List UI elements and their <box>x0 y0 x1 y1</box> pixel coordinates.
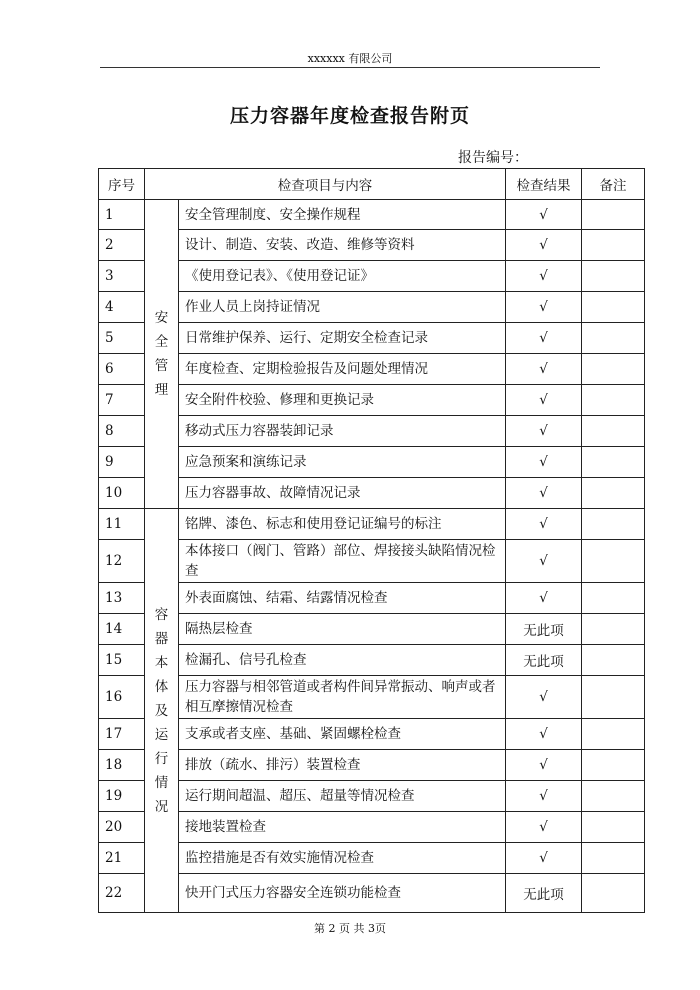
page-title: 压力容器年度检查报告附页 <box>229 105 470 127</box>
row-number: 3 <box>99 261 145 292</box>
table-header-row <box>99 169 645 200</box>
table-row <box>99 292 645 323</box>
check-result: √ <box>506 230 582 261</box>
check-result: 无此项 <box>506 874 582 913</box>
inspection-table <box>98 168 645 913</box>
row-number: 8 <box>99 416 145 447</box>
check-item: 支承或者支座、基础、紧固螺栓检查 <box>179 719 506 750</box>
table-row <box>99 676 645 719</box>
remark-cell <box>582 750 645 781</box>
check-result: √ <box>506 750 582 781</box>
remark-cell <box>582 416 645 447</box>
remark-cell <box>582 781 645 812</box>
table-row <box>99 540 645 583</box>
check-item: 检漏孔、信号孔检查 <box>179 645 506 676</box>
table-row <box>99 354 645 385</box>
check-item: 外表面腐蚀、结霜、结露情况检查 <box>179 583 506 614</box>
check-item: 接地装置检查 <box>179 812 506 843</box>
check-item: 移动式压力容器装卸记录 <box>179 416 506 447</box>
remark-cell <box>582 540 645 583</box>
check-result: √ <box>506 261 582 292</box>
table-row <box>99 261 645 292</box>
check-item: 设计、制造、安装、改造、维修等资料 <box>179 230 506 261</box>
check-result: √ <box>506 540 582 583</box>
remark-cell <box>582 874 645 913</box>
row-number: 17 <box>99 719 145 750</box>
column-header-no: 序号 <box>99 169 145 200</box>
row-number: 21 <box>99 843 145 874</box>
remark-cell <box>582 614 645 645</box>
company-header: xxxxxx 有限公司 <box>307 52 393 65</box>
row-number: 16 <box>99 676 145 719</box>
row-number: 10 <box>99 478 145 509</box>
row-number: 11 <box>99 509 145 540</box>
table-row <box>99 781 645 812</box>
check-result: √ <box>506 478 582 509</box>
table-row <box>99 614 645 645</box>
check-result: √ <box>506 354 582 385</box>
check-item: 本体接口（阀门、管路）部位、焊接接头缺陷情况检查 <box>179 540 506 583</box>
check-item: 作业人员上岗持证情况 <box>179 292 506 323</box>
check-item: 隔热层检查 <box>179 614 506 645</box>
table-row <box>99 416 645 447</box>
check-result: √ <box>506 323 582 354</box>
row-number: 9 <box>99 447 145 478</box>
table-row <box>99 200 645 230</box>
table-row <box>99 509 645 540</box>
check-result: √ <box>506 416 582 447</box>
remark-cell <box>582 676 645 719</box>
row-number: 4 <box>99 292 145 323</box>
check-item: 监控措施是否有效实施情况检查 <box>179 843 506 874</box>
check-item: 应急预案和演练记录 <box>179 447 506 478</box>
row-number: 20 <box>99 812 145 843</box>
table-row <box>99 874 645 913</box>
row-number: 18 <box>99 750 145 781</box>
check-item: 日常维护保养、运行、定期安全检查记录 <box>179 323 506 354</box>
column-header-content: 检查项目与内容 <box>145 169 506 200</box>
table-row <box>99 750 645 781</box>
category-label: 安全管理 <box>154 310 169 398</box>
remark-cell <box>582 385 645 416</box>
remark-cell <box>582 645 645 676</box>
check-item: 安全附件校验、修理和更换记录 <box>179 385 506 416</box>
header-divider <box>100 67 600 68</box>
category-label: 容器本体及运行情况 <box>154 606 169 815</box>
check-item: 安全管理制度、安全操作规程 <box>179 200 506 230</box>
row-number: 7 <box>99 385 145 416</box>
table-row <box>99 323 645 354</box>
check-item: 运行期间超温、超压、超量等情况检查 <box>179 781 506 812</box>
table-row <box>99 719 645 750</box>
remark-cell <box>582 478 645 509</box>
check-result: 无此项 <box>506 645 582 676</box>
check-result: √ <box>506 385 582 416</box>
table-row <box>99 645 645 676</box>
remark-cell <box>582 261 645 292</box>
check-result: √ <box>506 781 582 812</box>
check-result: √ <box>506 843 582 874</box>
column-header-result: 检查结果 <box>506 169 582 200</box>
category-cell <box>145 509 179 913</box>
check-item: 快开门式压力容器安全连锁功能检查 <box>179 874 506 913</box>
page-number: 第 2 页 共 3页 <box>314 922 386 935</box>
column-header-remark: 备注 <box>582 169 645 200</box>
remark-cell <box>582 323 645 354</box>
check-item: 年度检查、定期检验报告及问题处理情况 <box>179 354 506 385</box>
check-result: √ <box>506 719 582 750</box>
remark-cell <box>582 509 645 540</box>
check-item: 《使用登记表》、《使用登记证》 <box>179 261 506 292</box>
table-row <box>99 385 645 416</box>
check-result: √ <box>506 447 582 478</box>
check-item: 压力容器与相邻管道或者构件间异常振动、响声或者相互摩擦情况检查 <box>179 676 506 719</box>
remark-cell <box>582 843 645 874</box>
table-row <box>99 812 645 843</box>
check-result: √ <box>506 812 582 843</box>
row-number: 12 <box>99 540 145 583</box>
check-result: √ <box>506 292 582 323</box>
remark-cell <box>582 354 645 385</box>
row-number: 1 <box>99 200 145 230</box>
row-number: 5 <box>99 323 145 354</box>
row-number: 22 <box>99 874 145 913</box>
check-item: 铭牌、漆色、标志和使用登记证编号的标注 <box>179 509 506 540</box>
remark-cell <box>582 447 645 478</box>
row-number: 2 <box>99 230 145 261</box>
remark-cell <box>582 812 645 843</box>
check-result: 无此项 <box>506 614 582 645</box>
row-number: 6 <box>99 354 145 385</box>
remark-cell <box>582 583 645 614</box>
check-item: 排放（疏水、排污）装置检查 <box>179 750 506 781</box>
remark-cell <box>582 719 645 750</box>
check-result: √ <box>506 509 582 540</box>
check-result: √ <box>506 583 582 614</box>
table-row <box>99 843 645 874</box>
check-item: 压力容器事故、故障情况记录 <box>179 478 506 509</box>
check-result: √ <box>506 200 582 230</box>
row-number: 13 <box>99 583 145 614</box>
table-row <box>99 583 645 614</box>
table-row <box>99 478 645 509</box>
report-number-label: 报告编号： <box>458 150 528 166</box>
check-result: √ <box>506 676 582 719</box>
remark-cell <box>582 200 645 230</box>
remark-cell <box>582 292 645 323</box>
row-number: 19 <box>99 781 145 812</box>
row-number: 15 <box>99 645 145 676</box>
table-row <box>99 447 645 478</box>
category-cell <box>145 200 179 509</box>
row-number: 14 <box>99 614 145 645</box>
remark-cell <box>582 230 645 261</box>
table-row <box>99 230 645 261</box>
